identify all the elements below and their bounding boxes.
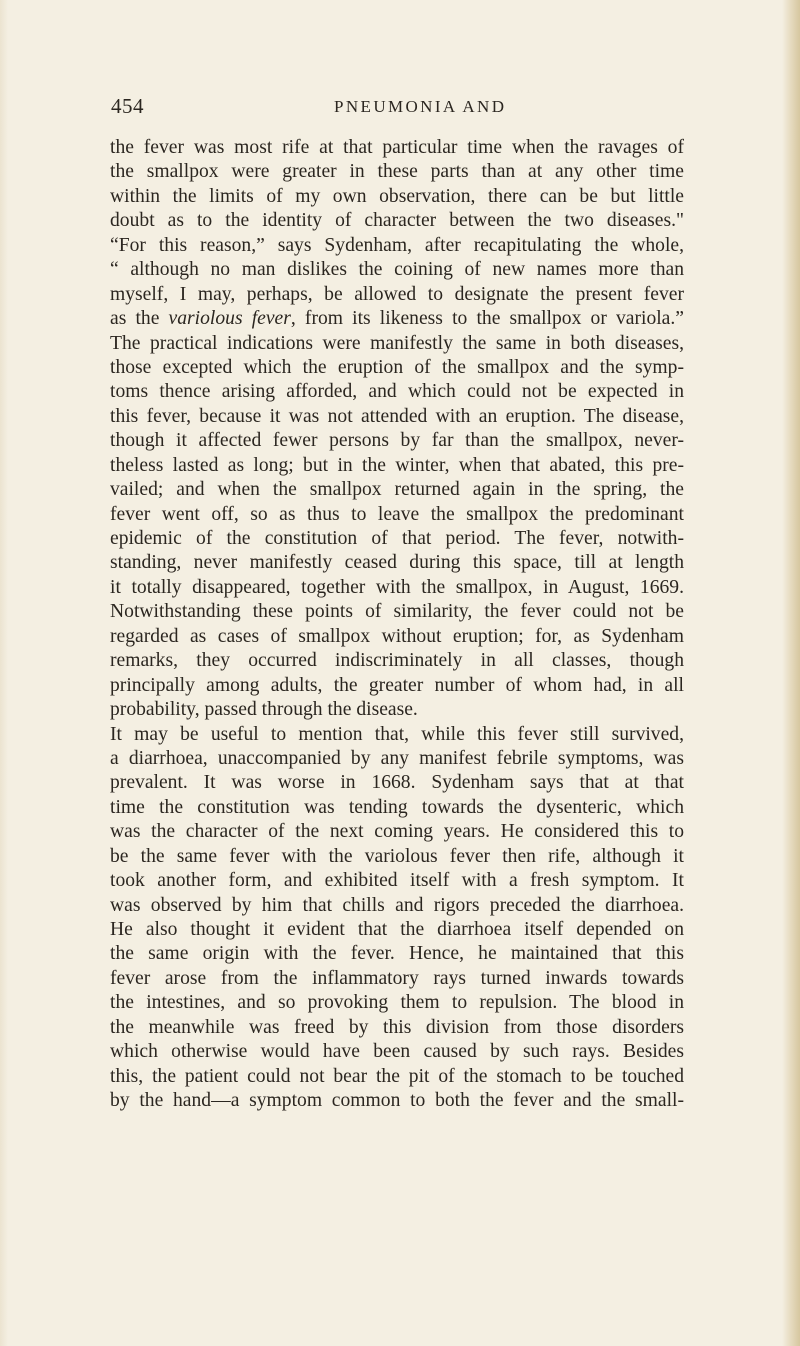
text-line bbox=[110, 332, 684, 356]
text-line bbox=[110, 600, 684, 624]
text-line bbox=[110, 1089, 684, 1113]
text-line bbox=[110, 209, 684, 233]
text-line bbox=[110, 454, 684, 478]
text-segment: the smallpox were greater in these parts than at any other time bbox=[110, 161, 684, 183]
text-line bbox=[110, 698, 684, 722]
text-segment: those excepted which the eruption of the smallpox and the symp- bbox=[110, 356, 684, 378]
text-line bbox=[110, 674, 684, 698]
text-segment: the fever was most rife at that particular time when the ravages of bbox=[110, 137, 684, 158]
text-line bbox=[110, 478, 684, 502]
page-edge-right bbox=[782, 0, 800, 1346]
text-segment: took another form, and exhibited itself with a fresh symptom. It bbox=[110, 870, 684, 892]
text-segment: was observed by him that chills and rigors preceded the diarrhoea. bbox=[110, 894, 684, 916]
text-line bbox=[110, 1016, 684, 1040]
text-line bbox=[110, 234, 684, 258]
text-line bbox=[110, 429, 684, 453]
text-line bbox=[110, 894, 684, 918]
body-text bbox=[110, 136, 684, 1336]
text-segment: was the character of the next coming years. He considered this to bbox=[110, 821, 684, 843]
running-head: PNEUMONIA AND bbox=[334, 97, 507, 116]
text-line bbox=[110, 356, 684, 380]
text-segment: the meanwhile was freed by this division from those disorders bbox=[110, 1016, 684, 1038]
text-line bbox=[110, 845, 684, 869]
page-edge-left bbox=[0, 0, 8, 1346]
text-segment: myself, I may, perhaps, be allowed to designate the present fever bbox=[110, 283, 684, 305]
text-segment: theless lasted as long; but in the winter, when that abated, this pre- bbox=[110, 454, 684, 476]
text-line bbox=[110, 160, 684, 184]
text-segment: “ although no man dislikes the coining of new names more than bbox=[110, 259, 684, 281]
text-line bbox=[110, 283, 684, 307]
text-line bbox=[110, 918, 684, 942]
text-segment: as the bbox=[110, 308, 169, 330]
text-segment: fever went off, so as thus to leave the smallpox the predominant bbox=[110, 503, 684, 525]
text-segment: time the constitution was tending towards the dysenteric, which bbox=[110, 796, 684, 818]
text-segment: vailed; and when the smallpox returned again in the spring, the bbox=[110, 479, 684, 501]
text-segment: standing, never manifestly ceased during this space, till at length bbox=[110, 552, 684, 574]
text-line bbox=[110, 1065, 684, 1089]
text-line bbox=[110, 405, 684, 429]
text-segment: this fever, because it was not attended with an eruption. The disease, bbox=[110, 405, 684, 427]
text-line bbox=[110, 723, 684, 747]
text-segment: this, the patient could not bear the pit of the stomach to be touched bbox=[110, 1065, 684, 1087]
text-segment: be the same fever with the variolous fever then rife, although it bbox=[110, 845, 684, 867]
text-line bbox=[110, 307, 684, 331]
text-segment: , from its likeness to the smallpox or variola.” bbox=[290, 308, 684, 330]
italic-text: variolous fever bbox=[168, 308, 291, 330]
page-number: 454 bbox=[111, 94, 144, 118]
text-segment: a diarrhoea, unaccompanied by any manifest febrile symptoms, was bbox=[110, 747, 684, 769]
text-segment: it totally disappeared, together with the smallpox, in August, 1669. bbox=[110, 576, 684, 598]
text-segment: principally among adults, the greater number of whom had, in all bbox=[110, 674, 684, 696]
text-segment: It may be useful to mention that, while this fever still survived, bbox=[110, 723, 684, 745]
text-line bbox=[110, 380, 684, 404]
text-segment: the same origin with the fever. Hence, he maintained that this bbox=[110, 943, 684, 965]
text-line bbox=[110, 820, 684, 844]
text-segment: which otherwise would have been caused by such rays. Besides bbox=[110, 1041, 684, 1063]
text-line bbox=[110, 136, 684, 160]
text-segment: probability, passed through the disease. bbox=[110, 699, 418, 721]
text-segment: toms thence arising afforded, and which could not be expected in bbox=[110, 381, 684, 403]
text-segment: within the limits of my own observation, there can be but little bbox=[110, 185, 684, 207]
text-line bbox=[110, 649, 684, 673]
text-segment: remarks, they occurred indiscriminately in all classes, though bbox=[110, 650, 684, 672]
text-line bbox=[110, 869, 684, 893]
text-line bbox=[110, 625, 684, 649]
text-segment: epidemic of the constitution of that period. The fever, notwith- bbox=[110, 528, 684, 549]
text-segment: prevalent. It was worse in 1668. Sydenham says that at that bbox=[110, 772, 684, 794]
text-segment: doubt as to the identity of character between the two diseases." bbox=[110, 210, 684, 232]
text-line bbox=[110, 503, 684, 527]
text-segment: though it affected fewer persons by far than the smallpox, never- bbox=[110, 430, 684, 452]
page-header bbox=[111, 93, 691, 119]
text-segment: the intestines, and so provoking them to repulsion. The blood in bbox=[110, 992, 684, 1014]
text-line bbox=[110, 796, 684, 820]
text-segment: He also thought it evident that the diarrhoea itself depended on bbox=[110, 919, 684, 940]
text-line bbox=[110, 991, 684, 1015]
text-line bbox=[110, 942, 684, 966]
text-segment: “For this reason,” says Sydenham, after recapitulating the whole, bbox=[110, 234, 684, 256]
text-line bbox=[110, 747, 684, 771]
text-line bbox=[110, 527, 684, 551]
text-segment: fever arose from the inflammatory rays turned inwards towards bbox=[110, 967, 684, 989]
text-segment: The practical indications were manifestly the same in both diseases, bbox=[110, 332, 684, 354]
text-line bbox=[110, 771, 684, 795]
text-segment: regarded as cases of smallpox without eruption; for, as Sydenham bbox=[110, 625, 684, 647]
text-line bbox=[110, 258, 684, 282]
text-segment: by the hand—a symptom common to both the fever and the small- bbox=[110, 1090, 684, 1112]
text-line bbox=[110, 576, 684, 600]
text-line bbox=[110, 185, 684, 209]
text-line bbox=[110, 967, 684, 991]
text-line bbox=[110, 1040, 684, 1064]
text-segment: Notwithstanding these points of similarity, the fever could not be bbox=[110, 601, 684, 623]
text-line bbox=[110, 551, 684, 575]
